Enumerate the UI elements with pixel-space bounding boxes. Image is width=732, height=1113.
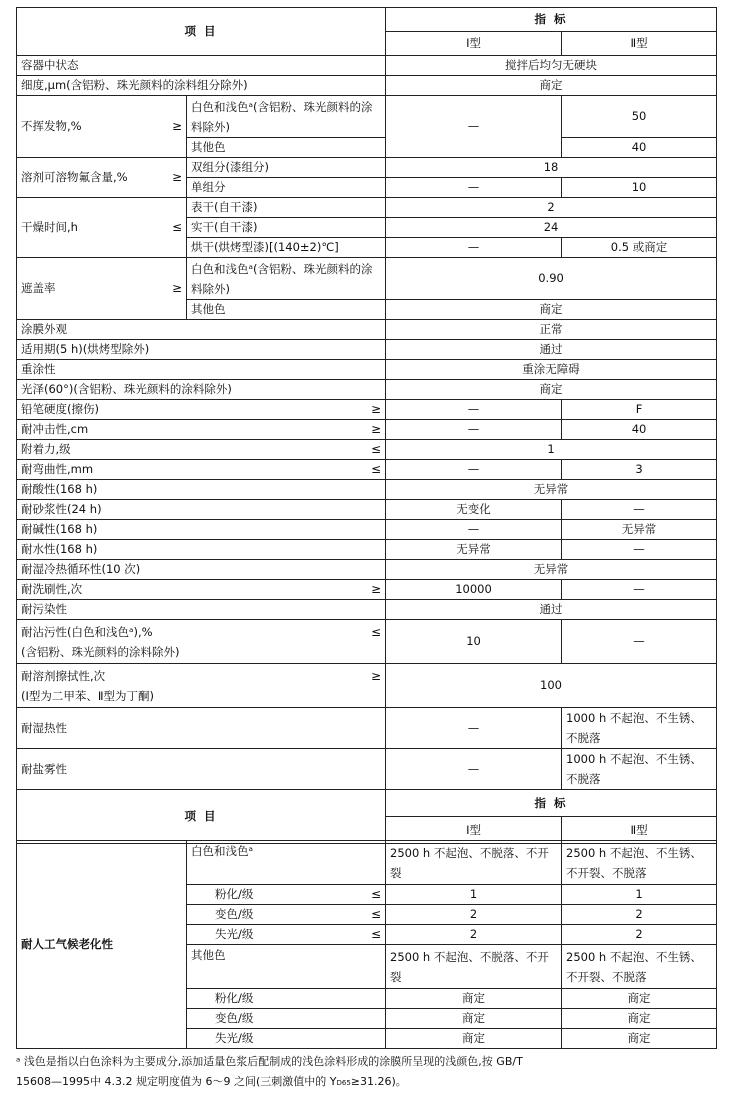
row-value: 无异常	[386, 480, 717, 500]
cell-type1: —	[386, 238, 562, 258]
cell-type2: —	[562, 500, 717, 520]
header-index: 指 标	[386, 790, 717, 817]
row-value: 重涂无障碍	[386, 360, 717, 380]
row-value: 无异常	[386, 560, 717, 580]
le-symbol: ≤	[370, 907, 381, 921]
row-label: 耐湿热性	[17, 708, 386, 749]
le-symbol: ≤	[370, 442, 382, 456]
row-value: 商定	[386, 76, 717, 96]
cell-type1: 2500 h 不起泡、不脱落、不开裂	[386, 841, 562, 885]
footnote-line2: 15608—1995中 4.3.2 规定明度值为 6～9 之间(三刺激值中的 YD65≥31.26)。	[16, 1075, 407, 1088]
le-symbol: ≤	[370, 624, 382, 639]
row-label: 铅笔硬度(擦伤) ≥	[17, 400, 386, 420]
header-type2: Ⅱ型	[562, 817, 717, 844]
footnote-line1: ᵃ 浅色是指以白色涂料为主要成分,添加适量色浆后配制成的浅色涂料形成的涂膜所呈现的浅颜色,按 GB/T	[16, 1055, 523, 1068]
cell-type2: —	[562, 580, 717, 600]
row-label: 附着力,级 ≤	[17, 440, 386, 460]
row-label: 耐湿冷热循环性(10 次)	[17, 560, 386, 580]
ge-symbol: ≥	[370, 668, 382, 683]
cell-type1: 10	[386, 620, 562, 664]
sub-label: 白色和浅色ᵃ	[187, 841, 386, 885]
row-label: 耐冲击性,cm ≥	[17, 420, 386, 440]
sub-label: 粉化/级 ≤	[187, 885, 386, 905]
row-label: 耐污染性	[17, 600, 386, 620]
sub-label: 变色/级	[187, 1009, 386, 1029]
row-label: 细度,μm(含铝粉、珠光颜料的涂料组分除外)	[17, 76, 386, 96]
ge-symbol: ≥	[370, 422, 382, 436]
cell-type1: —	[386, 708, 562, 749]
row-label: 耐弯曲性,mm ≤	[17, 460, 386, 480]
le-symbol: ≤	[370, 462, 382, 476]
cell-value: 18	[386, 158, 717, 178]
cell-type1: —	[386, 420, 562, 440]
header-index: 指 标	[386, 8, 717, 32]
cell-type2: F	[562, 400, 717, 420]
cell-type2: 无异常	[562, 520, 717, 540]
cell-type2: 0.5 或商定	[562, 238, 717, 258]
row-value: 商定	[386, 380, 717, 400]
sub-label: 粉化/级	[187, 989, 386, 1009]
row-label: 耐盐雾性	[17, 749, 386, 790]
ge-symbol: ≥	[370, 582, 382, 596]
row-value: 100	[386, 664, 717, 708]
sub-label: 其他色	[187, 300, 386, 320]
le-symbol: ≤	[370, 927, 381, 941]
footnote	[16, 1052, 716, 1093]
row-label: 溶剂可溶物氟含量,% ≥	[17, 158, 187, 198]
row-label: 耐水性(168 h)	[17, 540, 386, 560]
sub-label: 白色和浅色ᵃ(含铝粉、珠光颜料的涂料除外)	[187, 96, 386, 138]
ge-symbol: ≥	[370, 402, 382, 416]
sub-label: 双组分(漆组分)	[187, 158, 386, 178]
cell-type1: 商定	[386, 989, 562, 1009]
cell-type1: 1	[386, 885, 562, 905]
le-symbol: ≤	[370, 887, 381, 901]
row-value: 通过	[386, 340, 717, 360]
sub-label: 其他色	[187, 945, 386, 989]
cell-value: 2	[386, 198, 717, 218]
ge-symbol: ≥	[171, 281, 182, 295]
row-label: 重涂性	[17, 360, 386, 380]
cell-value: 0.90	[386, 258, 717, 300]
cell-type2: 商定	[562, 1029, 717, 1049]
cell-type2: 3	[562, 460, 717, 480]
cell-type2: —	[562, 540, 717, 560]
sub-label: 失光/级 ≤	[187, 925, 386, 945]
row-label: 耐砂浆性(24 h)	[17, 500, 386, 520]
cell-type2: 2	[562, 925, 717, 945]
sub-label: 表干(自干漆)	[187, 198, 386, 218]
cell-value: 24	[386, 218, 717, 238]
row-label: 光泽(60°)(含铝粉、珠光颜料的涂料除外)	[17, 380, 386, 400]
cell-type2: 1000 h 不起泡、不生锈、不脱落	[562, 708, 717, 749]
sub-label: 烘干(烘烤型漆)[(140±2)℃]	[187, 238, 386, 258]
header-item: 项 目	[17, 790, 386, 844]
ge-symbol: ≥	[171, 119, 182, 133]
cell-type1: 商定	[386, 1009, 562, 1029]
cell-type1: —	[386, 400, 562, 420]
sub-label: 实干(自干漆)	[187, 218, 386, 238]
row-label: 涂膜外观	[17, 320, 386, 340]
cell-type1: —	[386, 520, 562, 540]
row-value: 正常	[386, 320, 717, 340]
cell-type2: 商定	[562, 989, 717, 1009]
cell-type1: 无异常	[386, 540, 562, 560]
row-label: 遮盖率 ≥	[17, 258, 187, 320]
cell-type1: —	[386, 749, 562, 790]
weathering-label: 耐人工气候老化性	[17, 841, 187, 1049]
cell-type2: 2500 h 不起泡、不生锈、不开裂、不脱落	[562, 945, 717, 989]
ge-symbol: ≥	[171, 170, 182, 184]
spec-table	[16, 7, 717, 844]
weathering-table	[16, 840, 717, 1049]
sub-label: 变色/级 ≤	[187, 905, 386, 925]
cell-type2: 1	[562, 885, 717, 905]
sub-label: 失光/级	[187, 1029, 386, 1049]
row-label: 耐酸性(168 h)	[17, 480, 386, 500]
cell-type1: —	[386, 96, 562, 158]
row-value: 通过	[386, 600, 717, 620]
cell-type1: 商定	[386, 1029, 562, 1049]
cell-type2: 50	[562, 96, 717, 138]
sub-label: 其他色	[187, 138, 386, 158]
header-type1: Ⅰ型	[386, 817, 562, 844]
cell-type2: 2500 h 不起泡、不生锈、不开裂、不脱落	[562, 841, 717, 885]
cell-value: 商定	[386, 300, 717, 320]
header-item: 项 目	[17, 8, 386, 56]
cell-type2: 商定	[562, 1009, 717, 1029]
cell-type1: 2	[386, 905, 562, 925]
row-label: 干燥时间,h ≤	[17, 198, 187, 258]
le-symbol: ≤	[171, 220, 182, 234]
cell-type2: 10	[562, 178, 717, 198]
row-label: 耐碱性(168 h)	[17, 520, 386, 540]
cell-type1: 2500 h 不起泡、不脱落、不开裂	[386, 945, 562, 989]
row-value: 1	[386, 440, 717, 460]
row-label: ≤ 耐沾污性(白色和浅色ᵃ),% (含铝粉、珠光颜料的涂料除外)	[17, 620, 386, 664]
cell-type1: 无变化	[386, 500, 562, 520]
cell-type1: 10000	[386, 580, 562, 600]
row-label: ≥ 耐溶剂擦拭性,次 (Ⅰ型为二甲苯、Ⅱ型为丁酮)	[17, 664, 386, 708]
row-label: 耐洗刷性,次 ≥	[17, 580, 386, 600]
header-type1: Ⅰ型	[386, 32, 562, 56]
cell-type1: —	[386, 178, 562, 198]
sub-label: 白色和浅色ᵃ(含铝粉、珠光颜料的涂料除外)	[187, 258, 386, 300]
cell-type2: —	[562, 620, 717, 664]
row-label: 不挥发物,% ≥	[17, 96, 187, 158]
cell-type2: 40	[562, 138, 717, 158]
cell-type2: 2	[562, 905, 717, 925]
row-label: 容器中状态	[17, 56, 386, 76]
cell-type2: 40	[562, 420, 717, 440]
cell-type2: 1000 h 不起泡、不生锈、不脱落	[562, 749, 717, 790]
row-label: 适用期(5 h)(烘烤型除外)	[17, 340, 386, 360]
cell-type1: —	[386, 460, 562, 480]
cell-type1: 2	[386, 925, 562, 945]
row-value: 搅拌后均匀无硬块	[386, 56, 717, 76]
header-type2: Ⅱ型	[562, 32, 717, 56]
sub-label: 单组分	[187, 178, 386, 198]
